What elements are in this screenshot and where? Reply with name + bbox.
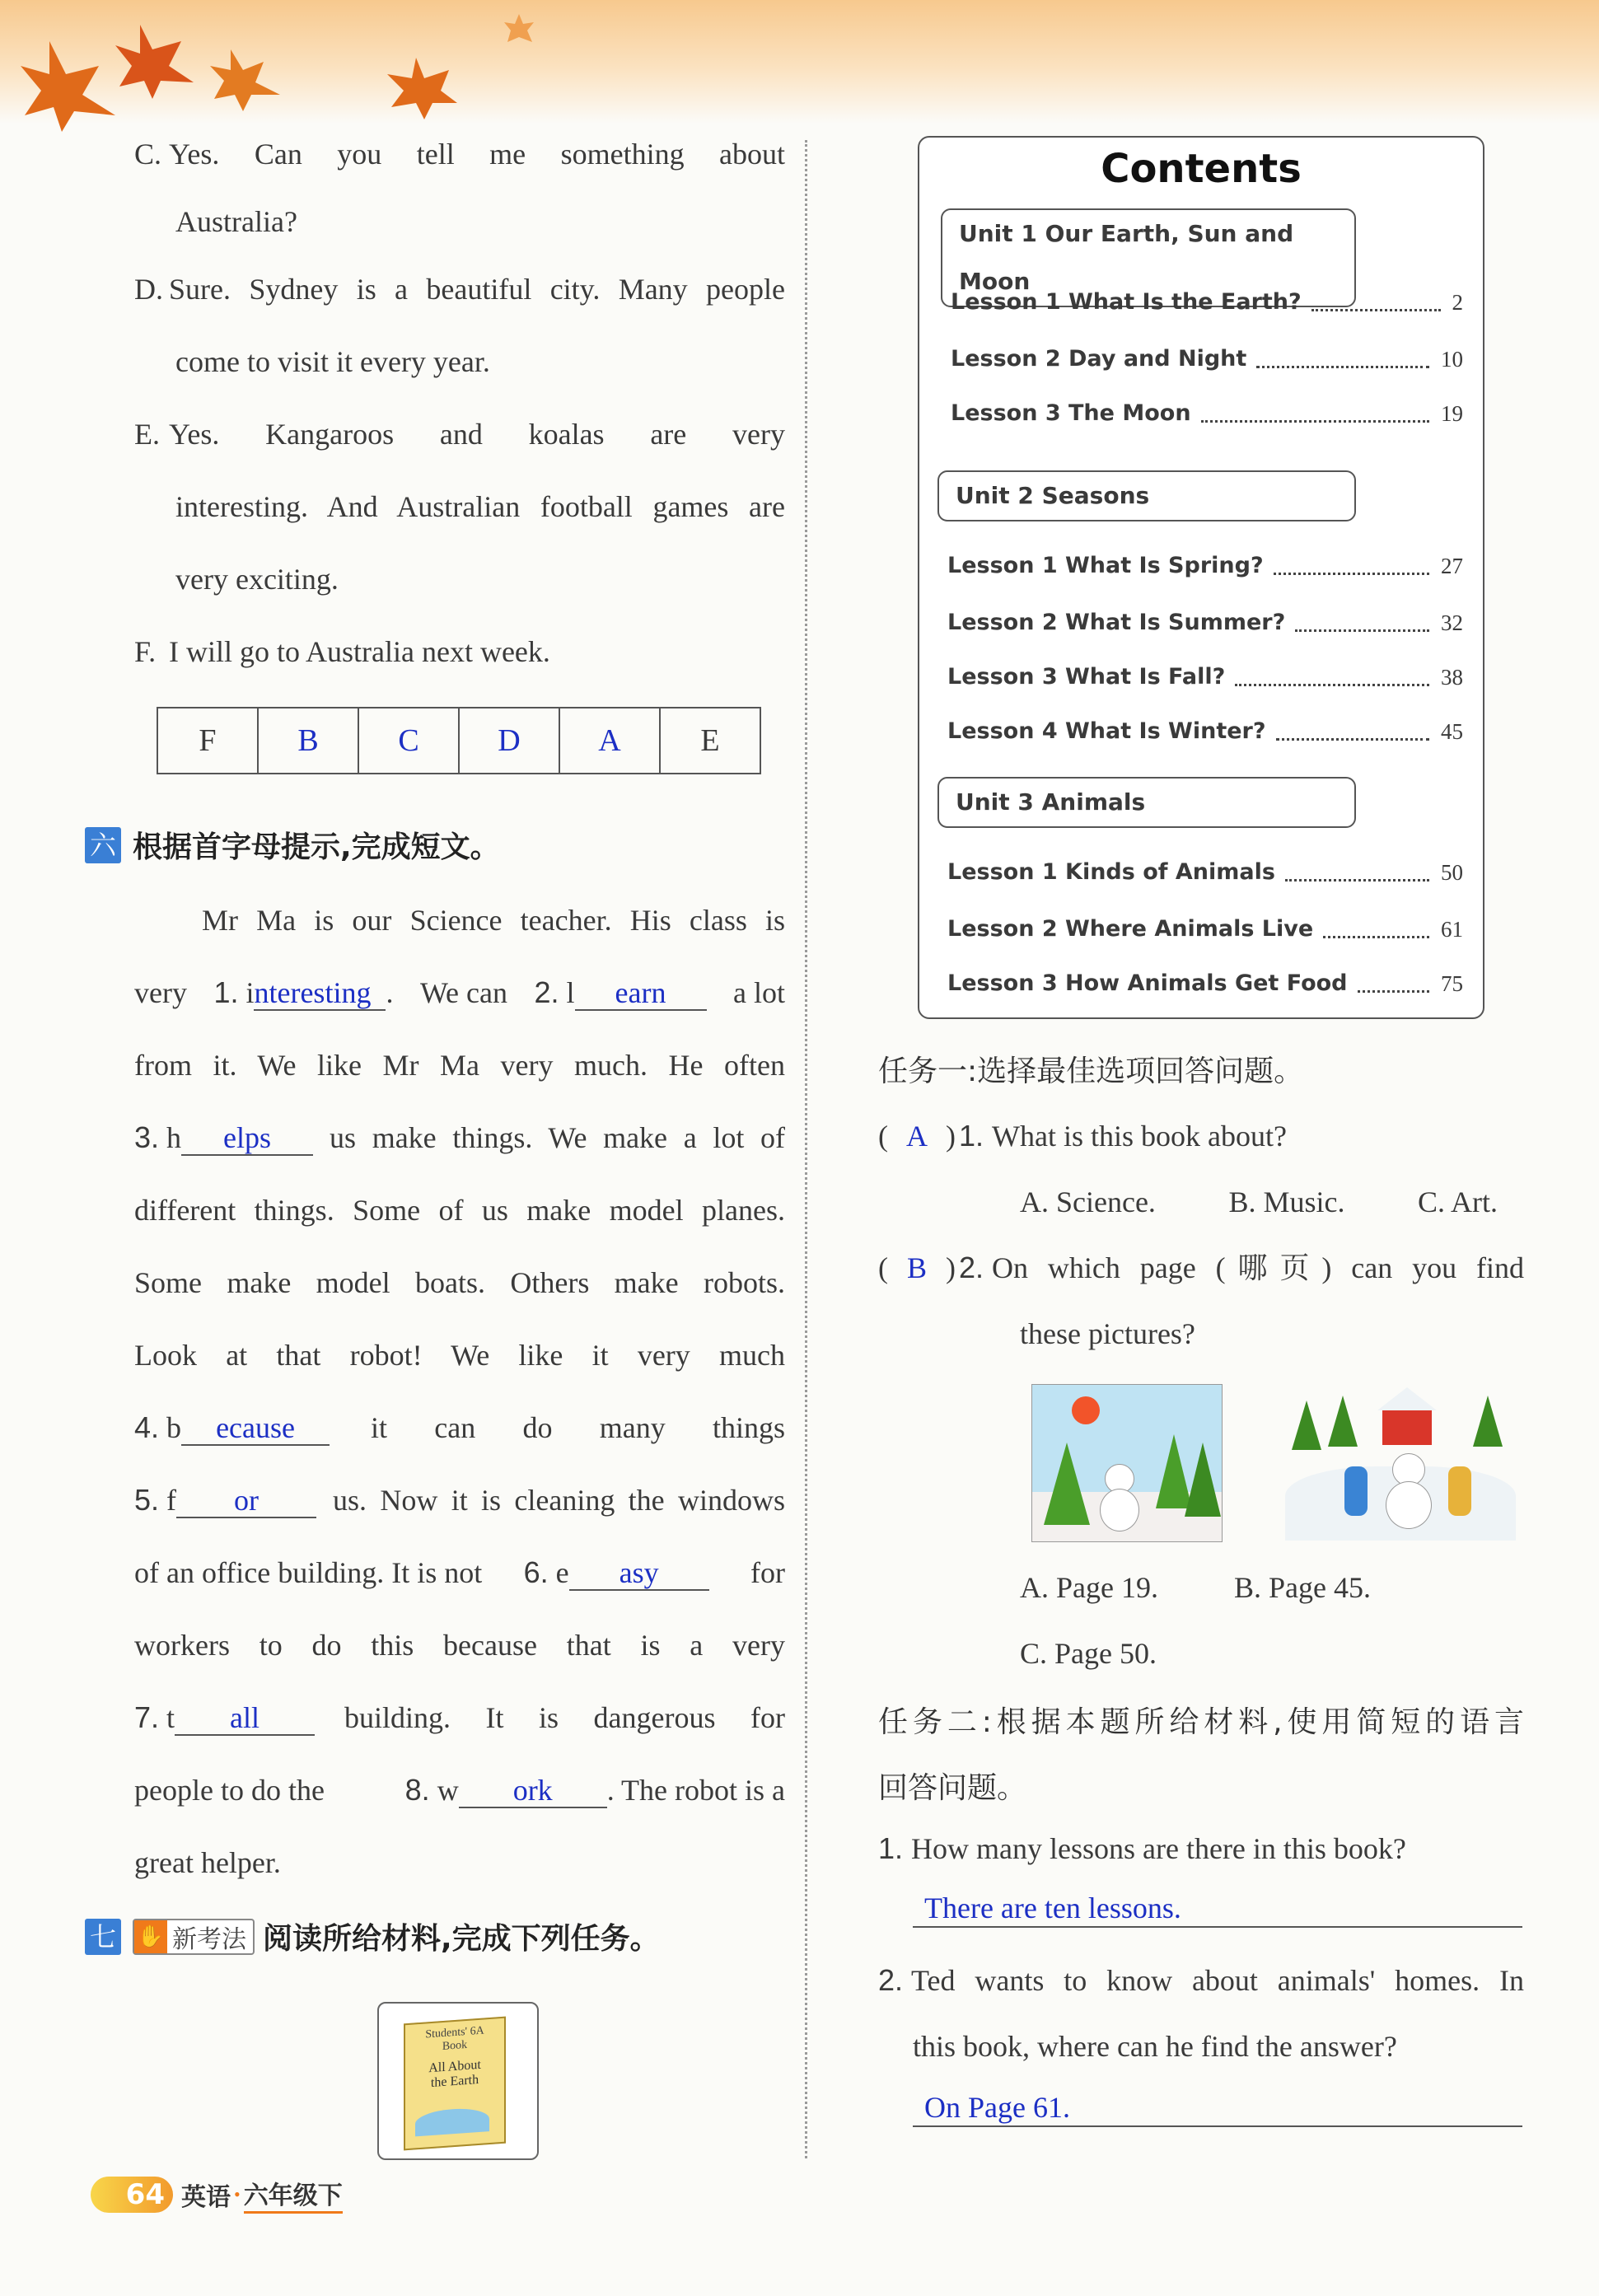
earth-icon [415,2107,489,2136]
blank-6[interactable]: asy [569,1556,709,1591]
section-7-heading [85,1915,660,1957]
winter-picture [1285,1376,1516,1541]
question-4: 2. Ted wants to know about animals' homes. In [878,1963,1524,1997]
page-footer: 64 英语 • 六年级下 [91,2175,343,2214]
option-d-cont: come to visit it every year. [175,345,490,378]
option-e: E. Yes. Kangaroos and koalas are very [134,418,785,451]
toc-entry: Lesson 2 Day and Night 10 [951,346,1463,372]
toc-entry: Lesson 4 What Is Winter? 45 [947,718,1463,744]
tree-icon [1473,1396,1503,1447]
task-2-heading-cont: 回答问题。 [878,1771,1027,1805]
toc-entry: Lesson 1 What Is the Earth? 2 [951,289,1463,315]
maple-leaf-icon [503,12,535,45]
contents-title: Contents [1101,146,1302,192]
option-c: C. Yes. Can you tell me something about [134,138,785,171]
cloze-passage: Mr Ma is our Science teacher. His class is very 1. interesting . We can 2. l earn a lot from it. We like Mr Ma very much. He often 3. h elps us make things. We make a lot of different things. Some of us make model planes. Some make model boats. Others make robots. Look at that robot! We like it very much 4. b ecause it can do many things 5. f or us. Now it is cleaning the windows of an office building. It is not 6. e asy for workers to do this because that is a very 7. t all building. It is dangerous for people to do the 8. w ork . The robot is a great helper. [134,904,785,1879]
header-banner [0,0,1599,124]
tree-icon [1328,1396,1358,1447]
toc-entry: Lesson 3 How Animals Get Food 75 [947,970,1463,996]
answer-cell: A [559,708,660,774]
task-2-heading: 任务二:根据本题所给材料,使用简短的语言 [878,1705,1524,1739]
answer-q4[interactable]: On Page 61. [913,2089,1522,2127]
toc-entry: Lesson 2 Where Animals Live 61 [947,916,1463,942]
child-icon [1448,1466,1471,1516]
answer-q2[interactable]: B [906,1251,927,1284]
column-divider [805,140,807,2158]
question-2-options: A. Page 19. B. Page 45. [1020,1571,1371,1604]
blank-8[interactable]: ork [459,1774,607,1808]
child-icon [1344,1466,1368,1516]
question-2-cont: these pictures? [1020,1317,1195,1350]
toc-entry: Lesson 3 What Is Fall? 38 [947,664,1463,690]
section-title: 根据首字母提示,完成短文。 [133,830,500,864]
option-c-cont: Australia? [175,205,297,238]
toc-entry: Lesson 2 What Is Summer? 32 [947,610,1463,635]
answer-cell: C [358,708,459,774]
blank-2[interactable]: earn [575,976,707,1011]
book-illustration [377,2002,539,2160]
book-cover: Students' 6A Book All About the Earth [404,2017,506,2151]
maple-leaf-icon [16,16,313,132]
spring-picture [1031,1384,1223,1542]
answer-cell: B [258,708,358,774]
page-number: 64 [91,2177,173,2213]
task-1-heading: 任务一:选择最佳选项回答问题。 [878,1054,1304,1088]
answer-cell: F [157,708,258,774]
toc-entry: Lesson 3 The Moon 19 [951,400,1463,426]
sun-icon [1072,1396,1100,1424]
blank-5[interactable]: or [176,1484,316,1518]
blank-3[interactable]: elps [181,1121,313,1156]
section-title: 阅读所给材料,完成下列任务。 [263,1922,660,1956]
section-number-icon: 七 [85,1919,121,1955]
new-method-badge: ✋ 新考法 [133,1919,255,1955]
blank-7[interactable]: all [175,1701,315,1736]
unit-3-header: Unit 3 Animals [937,777,1356,828]
option-e-cont2: very exciting. [175,563,339,596]
question-2: ( B ) 2. On which page (哪页) can you find [878,1251,1524,1284]
blank-1[interactable]: nteresting [254,976,386,1011]
unit-2-header: Unit 2 Seasons [937,470,1356,521]
answer-q1[interactable]: A [906,1120,928,1153]
question-4-cont: this book, where can he find the answer? [913,2030,1397,2063]
answer-cell: D [459,708,559,774]
blank-4[interactable]: ecause [181,1411,330,1446]
answer-cell: E [660,708,760,774]
tree-icon [1044,1443,1090,1525]
tree-icon [1292,1401,1321,1450]
answer-table [157,707,761,774]
option-d: D. Sure. Sydney is a beautiful city. Many people [134,273,785,306]
toc-entry: Lesson 1 What Is Spring? 27 [947,553,1463,578]
question-1-options: A. Science. B. Music. C. Art. [1020,1185,1498,1218]
unit-1-header: Unit 1 Our Earth, Sun and Moon [941,208,1356,307]
question-2-option-c: C. Page 50. [1020,1637,1157,1670]
answer-q3[interactable]: There are ten lessons. [913,1890,1522,1928]
maple-leaf-icon [379,49,461,124]
question-1: ( A ) 1. What is this book about? [878,1119,1287,1153]
tree-icon [1185,1443,1221,1517]
question-3: 1. How many lessons are there in this book? [878,1831,1406,1865]
section-6-heading [85,824,500,866]
option-e-cont: interesting. And Australian football games are [175,490,785,523]
section-number-icon: 六 [85,827,121,863]
hand-icon: ✋ [134,1920,167,1953]
toc-entry: Lesson 1 Kinds of Animals 50 [947,859,1463,885]
option-f: F. I will go to Australia next week. [134,635,550,668]
contents-box [918,136,1484,1019]
house-icon [1382,1409,1432,1445]
